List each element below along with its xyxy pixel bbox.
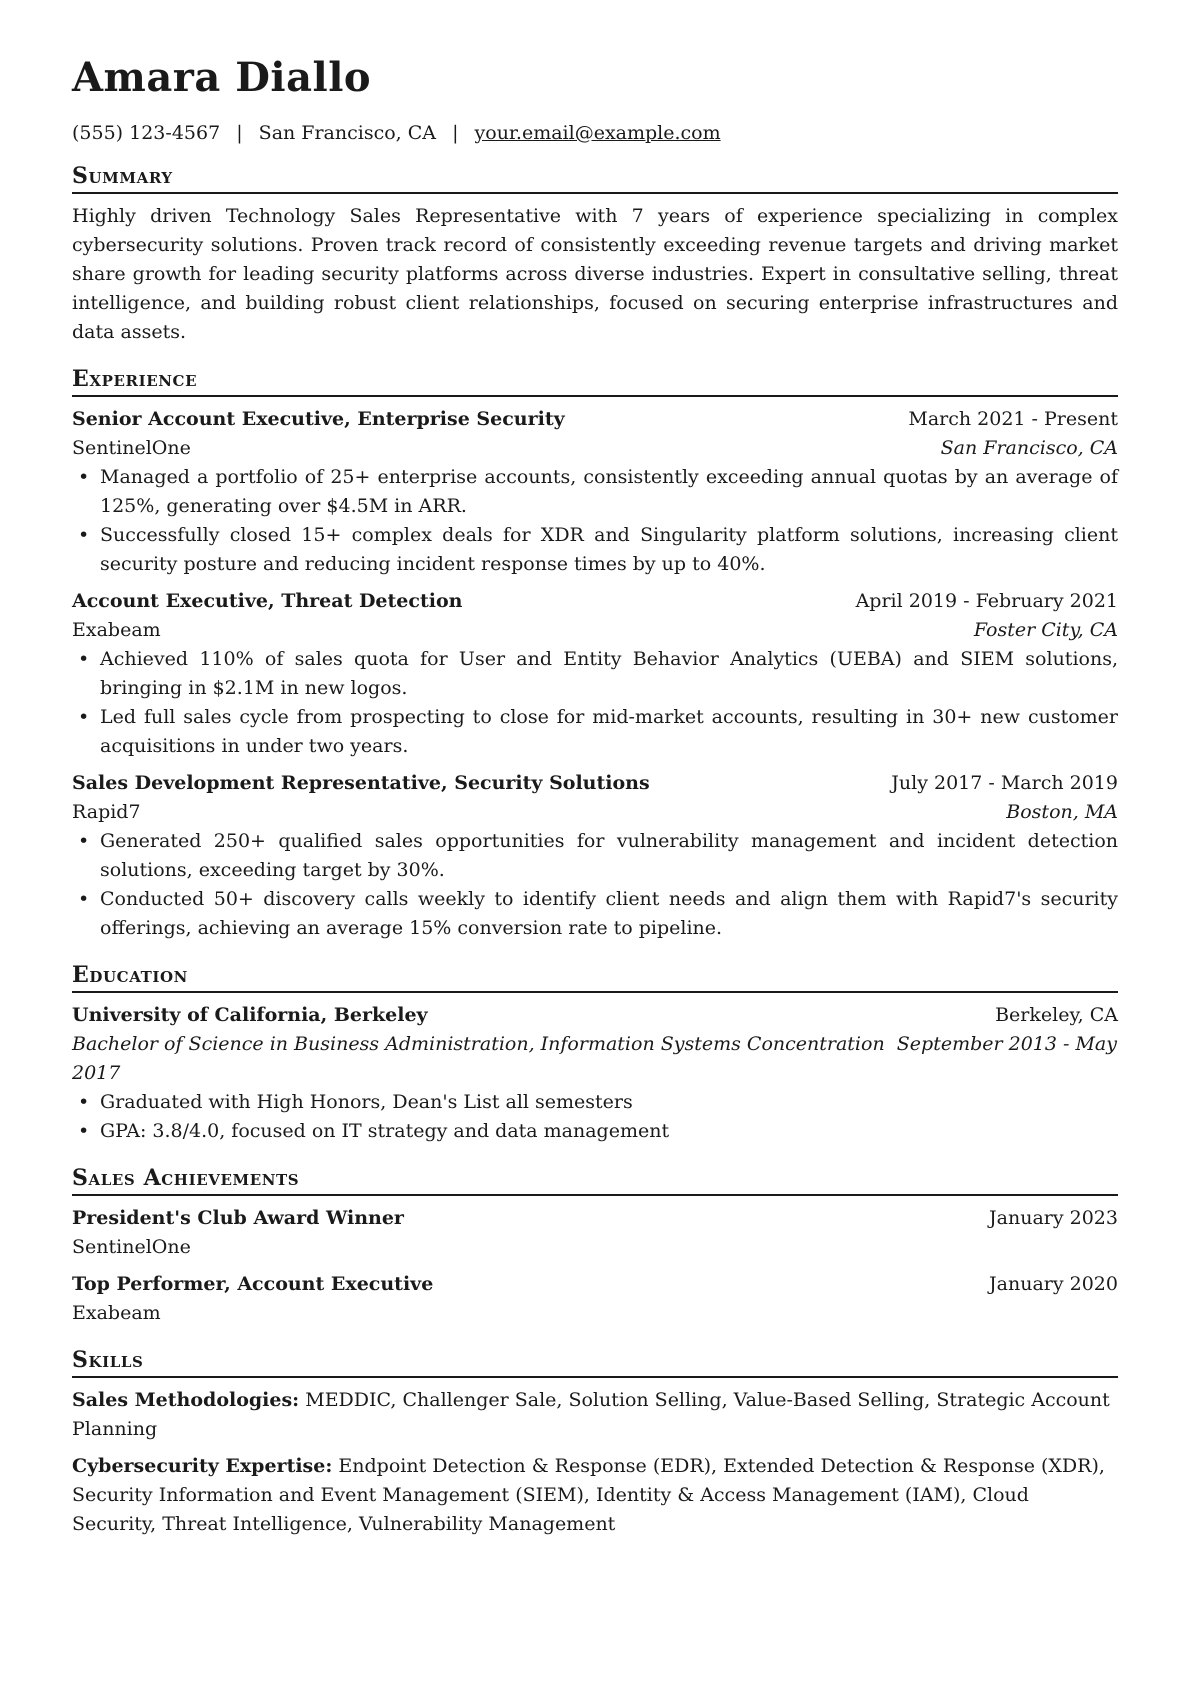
bullet-item: • Conducted 50+ discovery calls weekly to identify client needs and align them with Rapid7's security offerings, achieving an average 15% conversion rate to pipeline.	[72, 885, 1118, 943]
skill-group	[72, 1452, 1118, 1539]
job-location: Boston, MA	[1006, 801, 1118, 823]
contact-line	[72, 122, 1118, 144]
email-link[interactable]: your.email@example.com	[474, 122, 721, 144]
job-bullets	[72, 827, 1118, 943]
bullet-item: • Achieved 110% of sales quota for User and Entity Behavior Analytics (UEBA) and SIEM solutions, bringing in $2.1M in new logos.	[72, 645, 1118, 703]
job-location: Foster City, CA	[973, 619, 1118, 641]
job-dates: July 2017 - March 2019	[891, 772, 1118, 794]
degree-name: Bachelor of Science in Business Administration, Information Systems Concentration	[72, 1033, 885, 1055]
achievement-date: January 2020	[989, 1273, 1118, 1295]
skill-group	[72, 1386, 1118, 1444]
skills-section	[72, 1348, 1118, 1539]
achievements-section	[72, 1166, 1118, 1328]
company-name: Rapid7	[72, 801, 141, 823]
achievement-org: SentinelOne	[72, 1236, 191, 1258]
achievement-name: President's Club Award Winner	[72, 1207, 404, 1229]
summary-section	[72, 164, 1118, 347]
location: San Francisco, CA	[258, 122, 437, 144]
achievement-org: Exabeam	[72, 1302, 161, 1324]
job-title: Senior Account Executive, Enterprise Security	[72, 408, 565, 430]
contact-separator: |	[236, 122, 243, 144]
job-dates: April 2019 - February 2021	[855, 590, 1118, 612]
education-section	[72, 963, 1118, 1146]
section-title-education: Education	[72, 963, 1118, 993]
section-title-achievements: Sales Achievements	[72, 1166, 1118, 1196]
skill-label: Cybersecurity Expertise:	[72, 1455, 333, 1477]
section-title-summary: Summary	[72, 164, 1118, 194]
achievement-date: January 2023	[989, 1207, 1118, 1229]
phone-number: (555) 123-4567	[72, 122, 221, 144]
summary-text: Highly driven Technology Sales Representative with 7 years of experience specializing in complex cybersecurity solutions. Proven track record of consistently exceeding revenue targets and driving market share growth for leading security platforms across diverse industries. Expert in consultative selling, threat intelligence, and building robust client relationships, focused on securing enterprise infrastructures and data assets.	[72, 205, 1118, 343]
bullet-item: • Successfully closed 15+ complex deals for XDR and Singularity platform solutions, increasing client security posture and reducing incident response times by up to 40%.	[72, 521, 1118, 579]
degree-line	[72, 1030, 1118, 1088]
bullet-item: • Led full sales cycle from prospecting to close for mid-market accounts, resulting in 30+ new customer acquisitions in under two years.	[72, 703, 1118, 761]
job-location: San Francisco, CA	[940, 437, 1118, 459]
company-name: Exabeam	[72, 619, 161, 641]
skill-value: MEDDIC, Challenger Sale, Solution Selling, Value-Based Selling, Strategic Account Planning	[72, 1389, 1110, 1440]
candidate-name: Amara Diallo	[72, 54, 372, 101]
job-title: Account Executive, Threat Detection	[72, 590, 463, 612]
job-title: Sales Development Representative, Security Solutions	[72, 772, 650, 794]
bullet-item: • Generated 250+ qualified sales opportunities for vulnerability management and incident detection solutions, exceeding target by 30%.	[72, 827, 1118, 885]
experience-entry	[72, 405, 1118, 579]
job-bullets	[72, 463, 1118, 579]
bullet-item: • Graduated with High Honors, Dean's List all semesters	[72, 1088, 1118, 1117]
job-bullets	[72, 645, 1118, 761]
school-location: Berkeley, CA	[995, 1004, 1118, 1026]
skill-label: Sales Methodologies:	[72, 1389, 300, 1411]
experience-entry	[72, 587, 1118, 761]
education-bullets	[72, 1088, 1118, 1146]
achievement-entry	[72, 1270, 1118, 1328]
bullet-item: • Managed a portfolio of 25+ enterprise accounts, consistently exceeding annual quotas by an average of 125%, generating over $4.5M in ARR.	[72, 463, 1118, 521]
achievement-name: Top Performer, Account Executive	[72, 1273, 434, 1295]
job-dates: March 2021 - Present	[908, 408, 1118, 430]
school-name: University of California, Berkeley	[72, 1004, 428, 1026]
company-name: SentinelOne	[72, 437, 191, 459]
experience-entry	[72, 769, 1118, 943]
contact-separator: |	[452, 122, 459, 144]
section-title-experience: Experience	[72, 367, 1118, 397]
bullet-item: • GPA: 3.8/4.0, focused on IT strategy and data management	[72, 1117, 1118, 1146]
section-title-skills: Skills	[72, 1348, 1118, 1378]
experience-section	[72, 367, 1118, 943]
skill-value: Endpoint Detection & Response (EDR), Extended Detection & Response (XDR), Security Information and Event Management (SIEM), Identity & Access Management (IAM), Cloud Security, Threat Intelligence, Vulnerability Management	[72, 1455, 1105, 1535]
achievement-entry	[72, 1204, 1118, 1262]
degree-dates: September 2013 - May 2017	[72, 1033, 1117, 1084]
